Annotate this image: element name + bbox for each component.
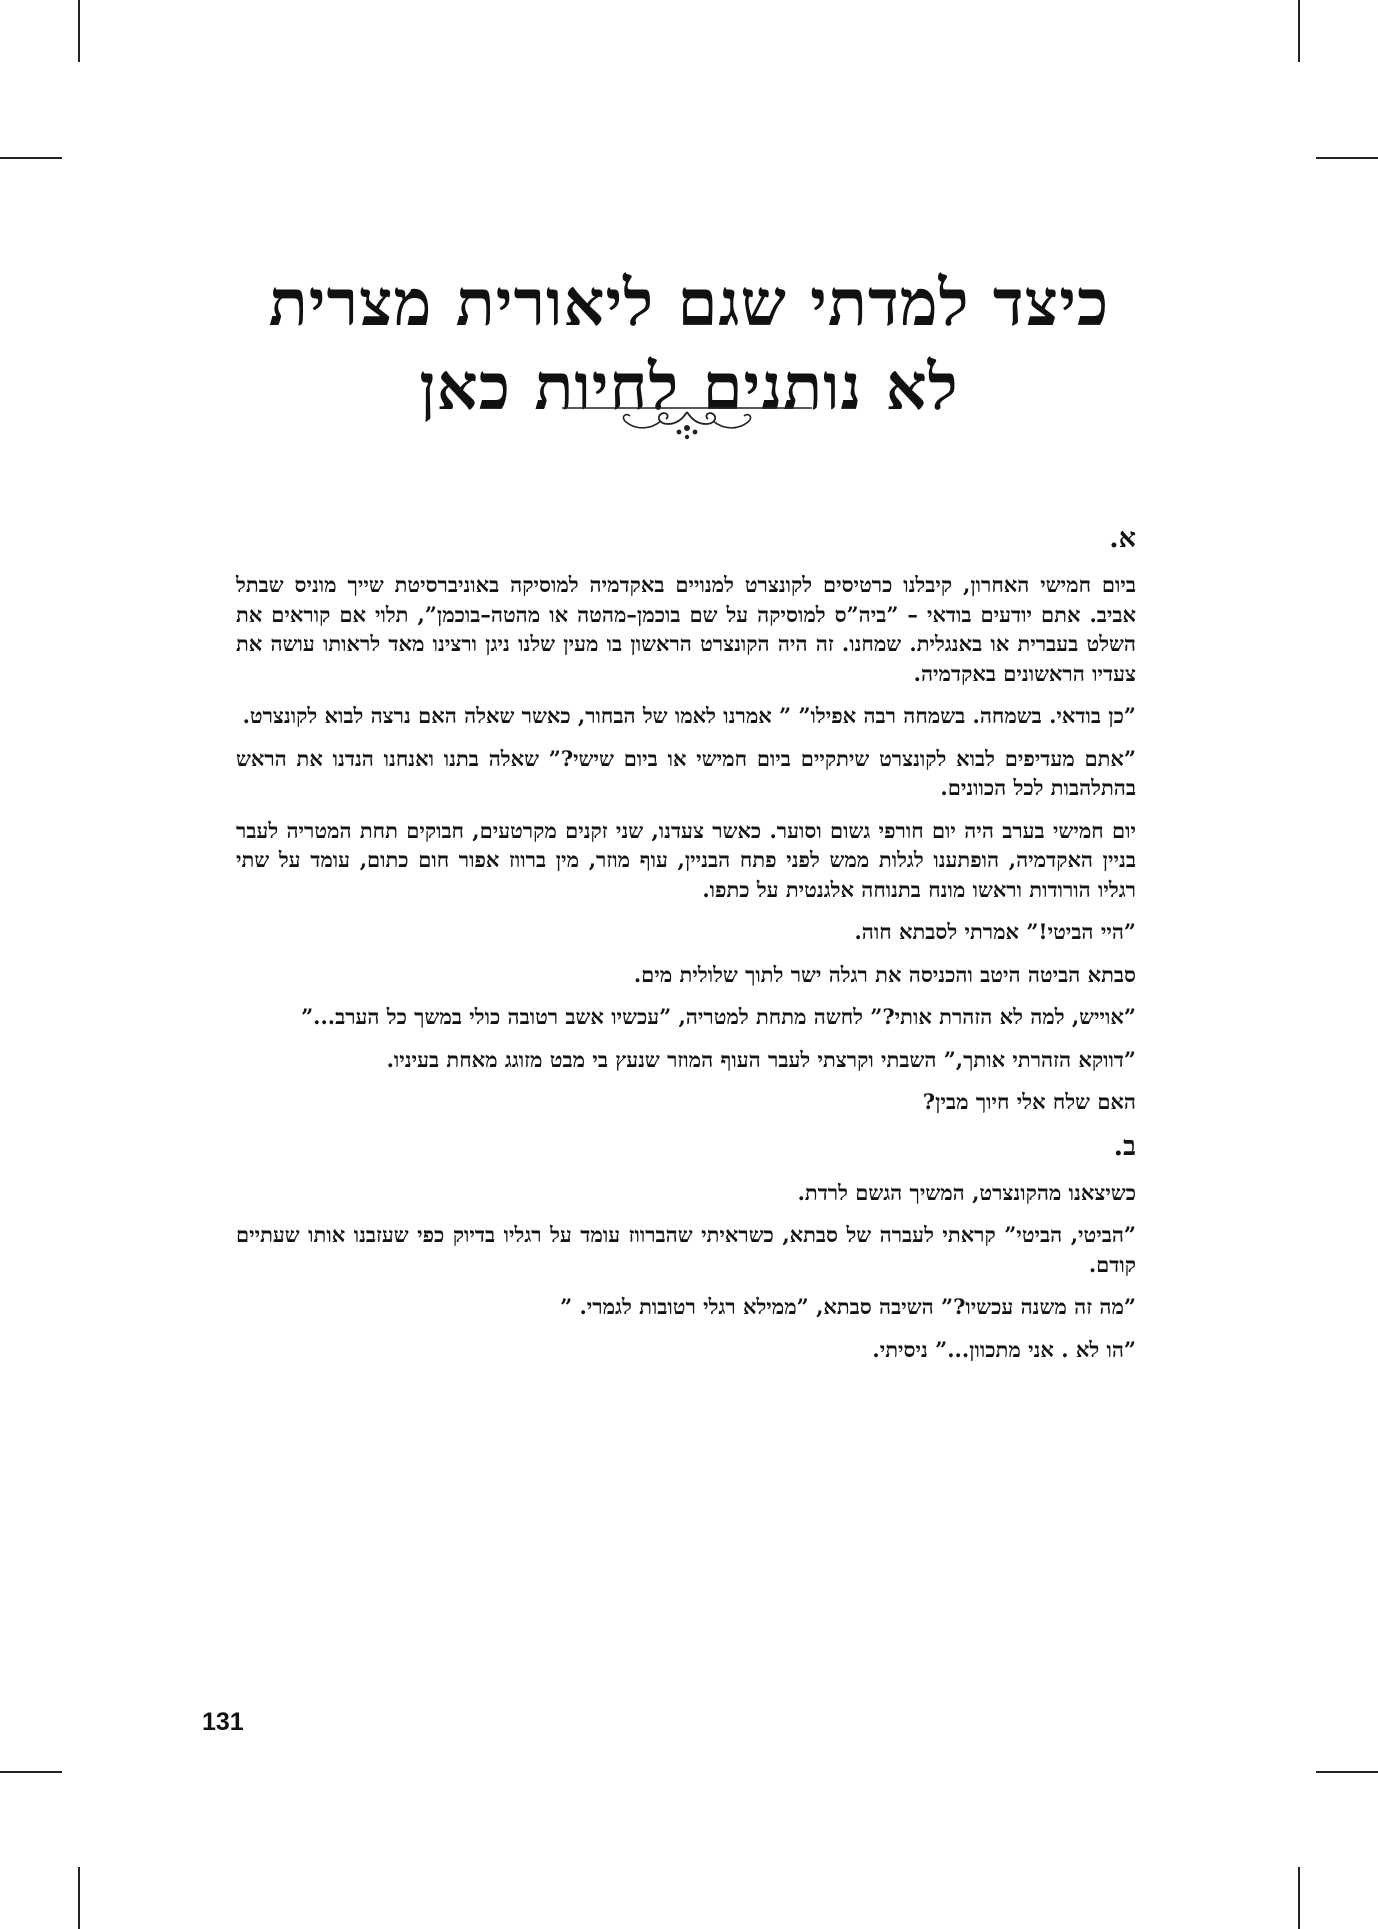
paragraph: ”אתם מעדיפים לבוא לקונצרט שיתקיים ביום חמישי או ביום שישי?” שאלה בתנו ואנחנו הנדנו את הראש בהתלהבות לכל הכוונים. (236, 745, 1136, 800)
paragraph: סבתא הביטה היטב והכניסה את רגלה ישר לתוך שלולית מים. (633, 961, 1136, 987)
crop-mark-right-top (1316, 157, 1378, 159)
paragraph: יום חמישי בערב היה יום חורפי גשום וסוער. כאשר צעדנו, שני זקנים מקרטעים, חבוקים תחת המטריה לעבר בניין האקדמיה, הופתענו לגלות ממש לפני פתח הבניין, עוף מוזר, מין ברווז אפור חום כתום, עומד על שתי רגליו הורודות וראשו מונח בתנוחה אלגנטית על כתפו. (236, 817, 1136, 902)
paragraph: ”הו לא . אני מתכוון...” ניסיתי. (872, 1336, 1136, 1362)
page-number: 131 (202, 1708, 244, 1736)
flourish-divider-icon (560, 404, 814, 452)
crop-mark-left-top (0, 157, 62, 159)
crop-mark-top-right (1298, 0, 1300, 62)
paragraph: ביום חמישי האחרון, קיבלנו כרטיסים לקונצרט למנויים באקדמיה למוסיקה באוניברסיטת שייך מוניס שבתל אביב. אתם יודעים בודאי – ”ביה”ס למוסיקה על שם בוכמן–מהטה או מהטה–בוכמן”, תלוי אם קוראים את השלט בעברית או באנגלית. שמחנו. זה היה הקונצרט הראשון בו מעין שלנו ניגן ורצינו מאד לראותו עושה את צעדיו הראשונים באקדמיה. (236, 572, 1136, 686)
paragraph: האם שלח אלי חיוך מבין? (922, 1089, 1136, 1114)
section-heading: א. (1109, 523, 1136, 554)
paragraph: כשיצאנו מהקונצרט, המשיך הגשם לרדת. (797, 1179, 1136, 1205)
crop-mark-right-bottom (1316, 1771, 1378, 1773)
crop-mark-bottom-left (78, 1867, 80, 1929)
paragraph: ”אוייש, למה לא הזהרת אותי?” לחשה מתחת למטריה, ”עכשיו אשב רטובה כולי במשך כל הערב...” (301, 1004, 1136, 1029)
paragraph: ”הביטי, הביטי” קראתי לעברה של סבתא, כשראיתי שהברווז עומד על רגליו בדיוק כפי שעזבנו אותו שעתיים קודם. (236, 1222, 1136, 1277)
crop-mark-left-bottom (0, 1771, 62, 1773)
chapter-title-line-2: לא נותנים לחיות כאן (419, 350, 959, 425)
paragraph: ”מה זה משנה עכשיו?” השיבה סבתא, ”ממילא רגלי רטובות לגמרי. ” (560, 1294, 1136, 1319)
paragraph: ”כן בודאי. בשמחה. בשמחה רבה אפילו” ” אמרנו לאמו של הבחור, כאשר שאלה האם נרצה לבוא לקונצרט. (242, 703, 1136, 728)
chapter-title-line-1: כיצד למדתי שגם ליאורית מצרית (268, 266, 1110, 341)
paragraph: ”היי הביטי!” אמרתי לסבתא חוה. (854, 919, 1136, 944)
paragraph: ”דווקא הזהרתי אותך,” השבתי וקרצתי לעבר העוף המוזר שנעץ בי מבט מזוגג מאחת בעיניו. (386, 1046, 1136, 1072)
article-body (236, 522, 1136, 1377)
crop-mark-top-left (78, 0, 80, 62)
crop-mark-bottom-right (1298, 1867, 1300, 1929)
section-heading: ב. (1113, 1130, 1136, 1162)
